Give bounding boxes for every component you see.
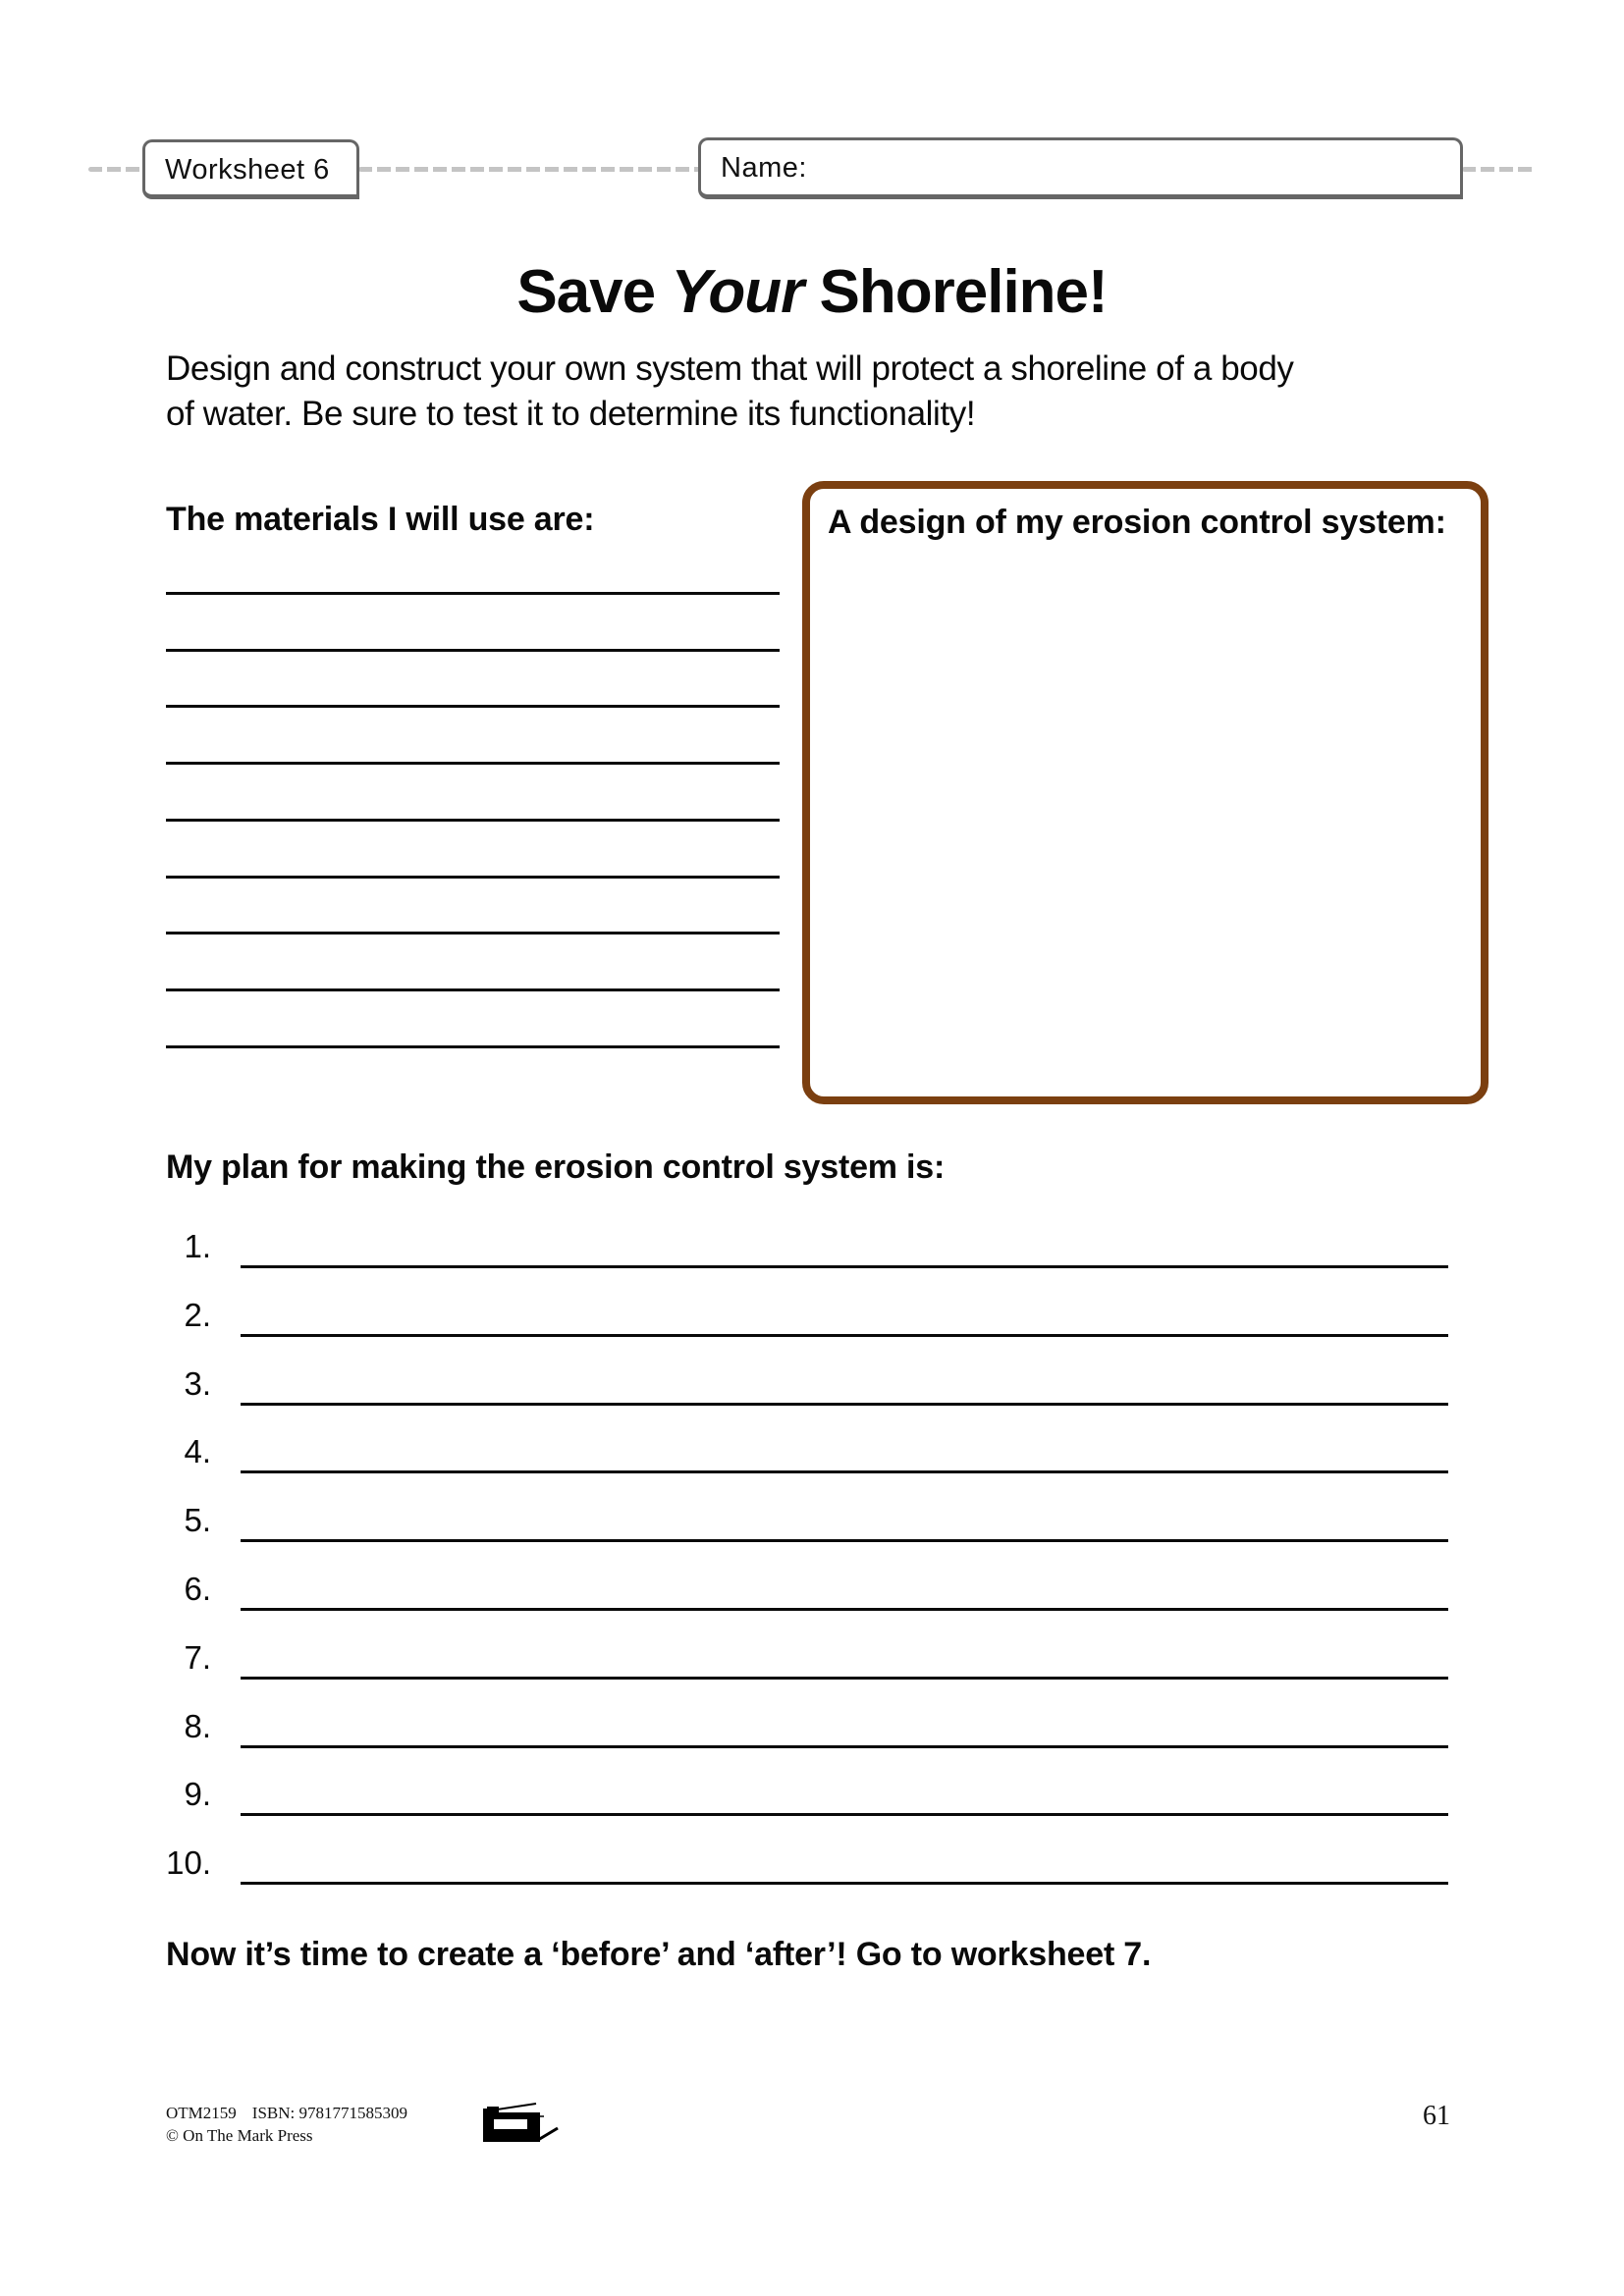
title-italic-word: Your xyxy=(671,258,804,326)
title-part-3: Shoreline! xyxy=(803,258,1108,326)
design-drawing-area[interactable] xyxy=(802,481,1489,1104)
plan-step-number: 8. xyxy=(184,1707,211,1744)
plan-step-number: 10. xyxy=(166,1844,211,1882)
design-heading: A design of my erosion control system: xyxy=(828,504,1446,541)
page-title xyxy=(0,257,1624,327)
material-entry-line[interactable] xyxy=(166,705,780,708)
plan-step-number: 7. xyxy=(184,1638,211,1676)
plan-step-line[interactable] xyxy=(241,1882,1448,1885)
plan-step-number: 3. xyxy=(184,1364,211,1402)
plan-step-number: 6. xyxy=(184,1571,211,1607)
plan-step-line[interactable] xyxy=(241,1265,1448,1268)
plan-step-line[interactable] xyxy=(241,1470,1448,1473)
copier-icon xyxy=(481,2099,560,2144)
footer-publisher-info xyxy=(166,2102,407,2147)
plan-step-number: 2. xyxy=(184,1296,211,1333)
plan-step-line[interactable] xyxy=(241,1745,1448,1748)
material-entry-line[interactable] xyxy=(166,592,780,595)
material-entry-line[interactable] xyxy=(166,649,780,652)
title-part-1: Save xyxy=(516,258,672,326)
name-field[interactable] xyxy=(698,137,1463,199)
header-dashed-line-middle xyxy=(358,167,700,172)
product-code: OTM2159 xyxy=(166,2104,237,2122)
header-dashed-line-right xyxy=(1462,167,1537,172)
material-entry-line[interactable] xyxy=(166,988,780,991)
closing-instruction: Now it’s time to create a ‘before’ and ‘after’! Go to worksheet 7. xyxy=(166,1936,1152,1973)
plan-step-line[interactable] xyxy=(241,1813,1448,1816)
plan-step-number: 4. xyxy=(184,1433,211,1470)
plan-step-number: 9. xyxy=(184,1776,211,1813)
material-entry-line[interactable] xyxy=(166,819,780,822)
plan-step-number: 1. xyxy=(184,1228,211,1264)
material-entry-line[interactable] xyxy=(166,876,780,879)
worksheet-label: Worksheet 6 xyxy=(165,154,330,186)
intro-paragraph xyxy=(166,347,1472,437)
intro-line-2: of water. Be sure to test it to determine its functionality! xyxy=(166,395,976,433)
plan-step-line[interactable] xyxy=(241,1677,1448,1680)
isbn: ISBN: 9781771585309 xyxy=(251,2104,407,2122)
name-label: Name: xyxy=(721,152,807,184)
page-number: 61 xyxy=(1423,2101,1450,2131)
plan-heading: My plan for making the erosion control system is: xyxy=(166,1148,946,1186)
copyright: © On The Mark Press xyxy=(166,2126,313,2145)
material-entry-line[interactable] xyxy=(166,1045,780,1048)
header-dashed-line-left xyxy=(88,167,145,172)
material-entry-line[interactable] xyxy=(166,932,780,934)
plan-step-number: 5. xyxy=(184,1502,211,1539)
worksheet-label-box xyxy=(142,139,359,199)
intro-line-1: Design and construct your own system that will protect a shoreline of a body xyxy=(166,349,1294,388)
materials-heading: The materials I will use are: xyxy=(166,501,595,538)
plan-step-line[interactable] xyxy=(241,1403,1448,1406)
plan-step-line[interactable] xyxy=(241,1539,1448,1542)
plan-step-line[interactable] xyxy=(241,1608,1448,1611)
material-entry-line[interactable] xyxy=(166,762,780,765)
plan-step-line[interactable] xyxy=(241,1334,1448,1337)
